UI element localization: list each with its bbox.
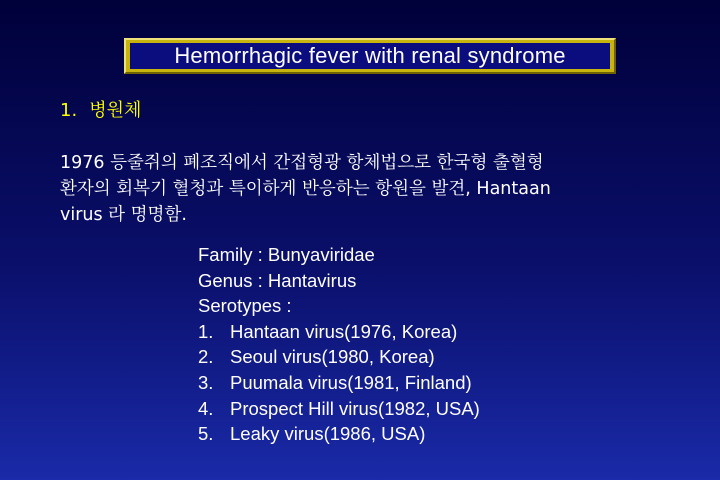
section-heading-text: 병원체 [89, 100, 142, 121]
serotype-number: 2. [198, 346, 214, 368]
paragraph-line: 1976 등줄쥐의 폐조직에서 간접형광 항체법으로 한국형 출혈형 [60, 153, 544, 173]
serotype-name: Puumala virus(1981, Finland) [230, 371, 472, 393]
serotype-number: 4. [198, 397, 214, 419]
title-frame [124, 38, 616, 74]
serotype-number: 5. [198, 423, 214, 445]
serotype-name: Seoul virus(1980, Korea) [230, 346, 435, 368]
serotype-name: Hantaan virus(1976, Korea) [230, 320, 458, 342]
serotype-item [198, 421, 480, 447]
serotype-item [198, 370, 480, 396]
paragraph-line: virus 라 명명함. [60, 205, 187, 225]
paragraph-line: 환자의 회복기 혈청과 특이하게 반응하는 항원을 발견, Hantaan [60, 179, 551, 199]
section-heading [60, 96, 141, 122]
section-number: 1. [60, 100, 78, 121]
serotype-name: Leaky virus(1986, USA) [230, 423, 426, 445]
slide-title: Hemorrhagic fever with renal syndrome [130, 43, 610, 69]
serotype-item [198, 396, 480, 422]
description-paragraph [60, 150, 670, 228]
serotype-number: 1. [198, 320, 214, 342]
serotype-name: Prospect Hill virus(1982, USA) [230, 397, 480, 419]
serotype-item [198, 319, 480, 345]
serotype-number: 3. [198, 371, 214, 393]
taxonomy-block [198, 242, 480, 447]
serotypes-label: Serotypes : [198, 295, 292, 317]
serotype-item [198, 344, 480, 370]
genus-line: Genus : Hantavirus [198, 269, 357, 291]
family-line: Family : Bunyaviridae [198, 244, 375, 265]
